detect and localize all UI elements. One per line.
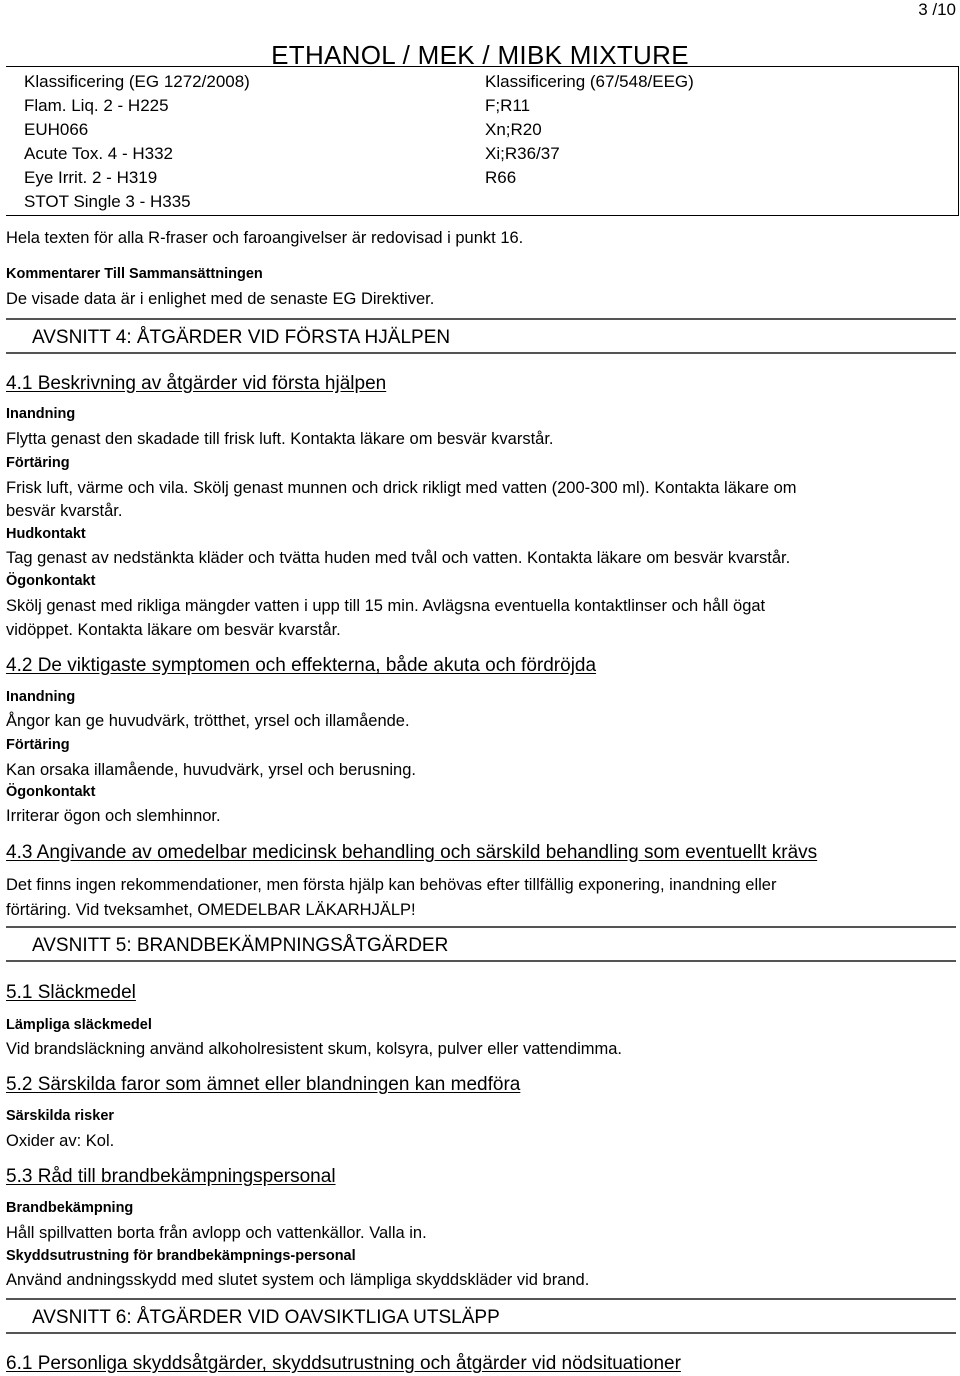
full-text-note: Hela texten för alla R-fraser och faroangivelser är redovisad i punkt 16. [6,229,524,247]
text-eye-symptoms: Irriterar ögon och slemhinnor. [6,807,221,825]
text-eye: Skölj genast med rikliga mängder vatten i upp till 15 min. Avlägsna eventuella kontaktlinser och håll ögat [6,597,766,615]
classification-eeg-item: Xn;R20 [485,120,542,139]
label-special-risks: Särskilda risker [6,1108,115,1124]
classification-eeg [485,70,694,190]
classification-eg-item: Flam. Liq. 2 - H225 [24,96,169,115]
classification-eeg-item: Xi;R36/37 [485,144,560,163]
classification-eg-item: EUH066 [24,120,89,139]
classification-eg-header: Klassificering (EG 1272/2008) [24,72,250,91]
classification-eeg-item: F;R11 [485,96,531,115]
subsection-4-2-title: 4.2 De viktigaste symptomen och effekterna, både akuta och fördröjda [6,655,597,676]
subsection-4-3-title: 4.3 Angivande av omedelbar medicinsk behandling och särskild behandling som eventuellt krävs [6,842,818,863]
label-inhalation: Inandning [6,406,76,422]
classification-eg-item: Eye Irrit. 2 - H319 [24,168,158,187]
text-extinguishing-media: Vid brandsläckning använd alkoholresistent skum, kolsyra, pulver eller vattendimma. [6,1040,623,1058]
text-ingestion-symptoms: Kan orsaka illamående, huvudvärk, yrsel och berusning. [6,761,416,779]
text-medical-treatment: Det finns ingen rekommendationer, men första hjälp kan behövas efter tillfällig exponering, inandning eller [6,876,777,894]
text-inhalation-symptoms: Ångor kan ge huvudvärk, trötthet, yrsel och illamående. [6,712,410,730]
label-ingestion: Förtäring [6,455,70,471]
classification-eg-item: Acute Tox. 4 - H332 [24,144,173,163]
classification-eeg-item: R66 [485,168,517,187]
label-inhalation: Inandning [6,689,76,705]
section-4-heading: AVSNITT 4: ÅTGÄRDER VID FÖRSTA HJÄLPEN [6,318,956,354]
subsection-6-1-title: 6.1 Personliga skyddsåtgärder, skyddsutrustning och åtgärder vid nödsituationer [6,1353,681,1374]
document-title: ETHANOL / MEK / MIBK MIXTURE [271,40,689,70]
classification-eeg-header: Klassificering (67/548/EEG) [485,72,694,91]
label-skin: Hudkontakt [6,526,86,542]
text-medical-treatment-cont: förtäring. Vid tveksamhet, OMEDELBAR LÄKARHJÄLP! [6,901,416,919]
text-inhalation: Flytta genast den skadade till frisk luft. Kontakta läkare om besvär kvarstår. [6,430,554,448]
text-eye-cont: vidöppet. Kontakta läkare om besvär kvarstår. [6,621,341,639]
comments-text: De visade data är i enlighet med de senaste EG Direktiver. [6,290,435,308]
text-protective-equipment: Använd andningsskydd med slutet system och lämpliga skyddskläder vid brand. [6,1271,590,1289]
subsection-5-2-title: 5.2 Särskilda faror som ämnet eller blandningen kan medföra [6,1074,521,1095]
label-firefighting: Brandbekämpning [6,1200,134,1216]
classification-eg-item: STOT Single 3 - H335 [24,192,191,211]
section-5-heading: AVSNITT 5: BRANDBEKÄMPNINGSÅTGÄRDER [6,926,956,962]
subsection-5-3-title: 5.3 Råd till brandbekämpningspersonal [6,1166,336,1187]
text-special-risks: Oxider av: Kol. [6,1132,115,1150]
label-ingestion: Förtäring [6,737,70,753]
classification-eg [24,70,250,214]
label-eye: Ögonkontakt [6,573,96,589]
text-firefighting: Håll spillvatten borta från avlopp och vattenkällor. Valla in. [6,1224,427,1242]
comments-label: Kommentarer Till Sammansättningen [6,266,263,282]
text-ingestion-cont: besvär kvarstår. [6,502,123,520]
page-number: 3 /10 [918,0,956,19]
text-ingestion: Frisk luft, värme och vila. Skölj genast munnen och drick rikligt med vatten (200-300 ml). Kontakta läkare om [6,479,797,497]
section-6-heading: AVSNITT 6: ÅTGÄRDER VID OAVSIKTLIGA UTSLÄPP [6,1298,956,1334]
subsection-4-1-title: 4.1 Beskrivning av åtgärder vid första hjälpen [6,373,387,394]
label-protective-equipment: Skyddsutrustning för brandbekämpnings-personal [6,1248,356,1264]
text-skin: Tag genast av nedstänkta kläder och tvätta huden med tvål och vatten. Kontakta läkare om besvär kvarstår. [6,549,791,567]
subsection-5-1-title: 5.1 Släckmedel [6,982,136,1003]
label-extinguishing-media: Lämpliga släckmedel [6,1017,152,1033]
label-eye: Ögonkontakt [6,784,96,800]
